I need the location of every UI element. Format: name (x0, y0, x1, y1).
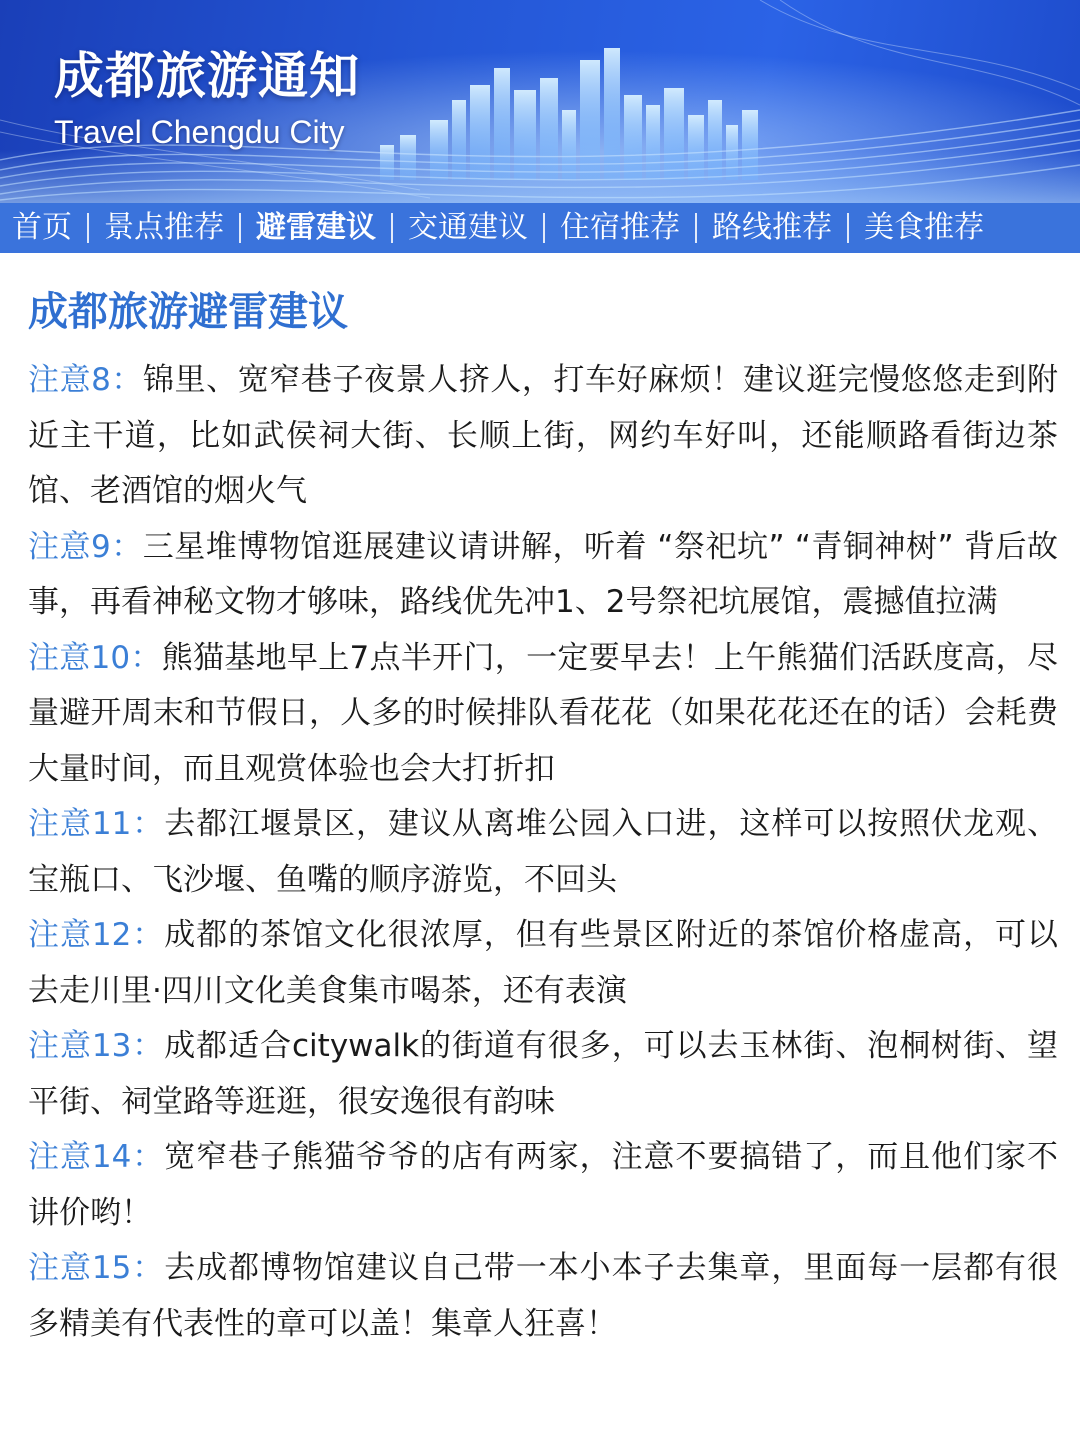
tip-label: 注意10： (28, 639, 162, 676)
tip-text: 去都江堰景区，建议从离堆公园入口进，这样可以按照伏龙观、宝瓶口、飞沙堰、鱼嘴的顺序游览，不回头 (28, 806, 1058, 898)
tip-item (28, 1019, 1058, 1130)
tips-list (28, 353, 1058, 1352)
nav-item-lodging[interactable]: 住宿推荐 (560, 210, 680, 245)
banner-subtitle: Travel Chengdu City (54, 114, 345, 150)
tip-label: 注意15： (28, 1250, 165, 1286)
tip-label: 注意12： (28, 917, 165, 953)
header-banner (0, 0, 1080, 203)
top-nav-bar (0, 203, 1080, 253)
nav-divider (543, 213, 545, 243)
page-title: 成都旅游避雷建议 (28, 289, 348, 335)
tip-item (28, 520, 1058, 631)
tip-label: 注意14： (28, 1139, 165, 1175)
nav-item-transport[interactable]: 交通建议 (408, 210, 528, 245)
tip-label: 注意8： (28, 362, 144, 398)
nav-item-attractions[interactable]: 景点推荐 (104, 210, 224, 245)
nav-divider (695, 213, 697, 243)
banner-title: 成都旅游通知 (54, 47, 360, 105)
nav-item-food[interactable]: 美食推荐 (864, 210, 984, 245)
nav-divider (87, 213, 89, 243)
tip-label: 注意9： (28, 528, 143, 565)
tip-item (28, 908, 1058, 1019)
tip-item (28, 1241, 1058, 1352)
nav-divider (847, 213, 849, 243)
tip-text: 成都适合citywalk的街道有很多，可以去玉林街、泡桐树街、望平街、祠堂路等逛逛，很安逸很有韵味 (28, 1028, 1058, 1120)
nav-divider (239, 213, 241, 243)
nav-item-routes[interactable]: 路线推荐 (712, 210, 832, 245)
nav-divider (391, 213, 393, 243)
tip-text: 成都的茶馆文化很浓厚，但有些景区附近的茶馆价格虚高，可以去走川里·四川文化美食集市喝茶，还有表演 (28, 917, 1058, 1009)
tip-item (28, 1130, 1058, 1241)
tip-text: 去成都博物馆建议自己带一本小本子去集章，里面每一层都有很多精美有代表性的章可以盖！集章人狂喜！ (28, 1250, 1058, 1342)
tip-text: 三星堆博物馆逛展建议请讲解，听着 “祭祀坑” “青铜神树” 背后故事，再看神秘文物才够味，路线优先冲1、2号祭祀坑展馆，震撼值拉满 (28, 528, 1058, 620)
tip-item (28, 631, 1058, 798)
tip-text: 宽窄巷子熊猫爷爷的店有两家，注意不要搞错了，而且他们家不讲价哟！ (28, 1139, 1058, 1231)
tip-label: 注意13： (28, 1028, 165, 1064)
nav-item-home[interactable]: 首页 (12, 210, 72, 245)
tip-item (28, 353, 1058, 520)
tip-text: 锦里、宽窄巷子夜景人挤人，打车好麻烦！建议逛完慢悠悠走到附近主干道，比如武侯祠大街、长顺上街，网约车好叫，还能顺路看街边茶馆、老酒馆的烟火气 (28, 362, 1058, 509)
tip-item (28, 797, 1058, 908)
tip-label: 注意11： (28, 806, 165, 842)
tip-text: 熊猫基地早上7点半开门，一定要早去！上午熊猫们活跃度高，尽量避开周末和节假日，人多的时候排队看花花（如果花花还在的话）会耗费大量时间，而且观赏体验也会大打折扣 (28, 639, 1058, 787)
nav-item-pitfall-tips[interactable]: 避雷建议 (256, 210, 376, 245)
